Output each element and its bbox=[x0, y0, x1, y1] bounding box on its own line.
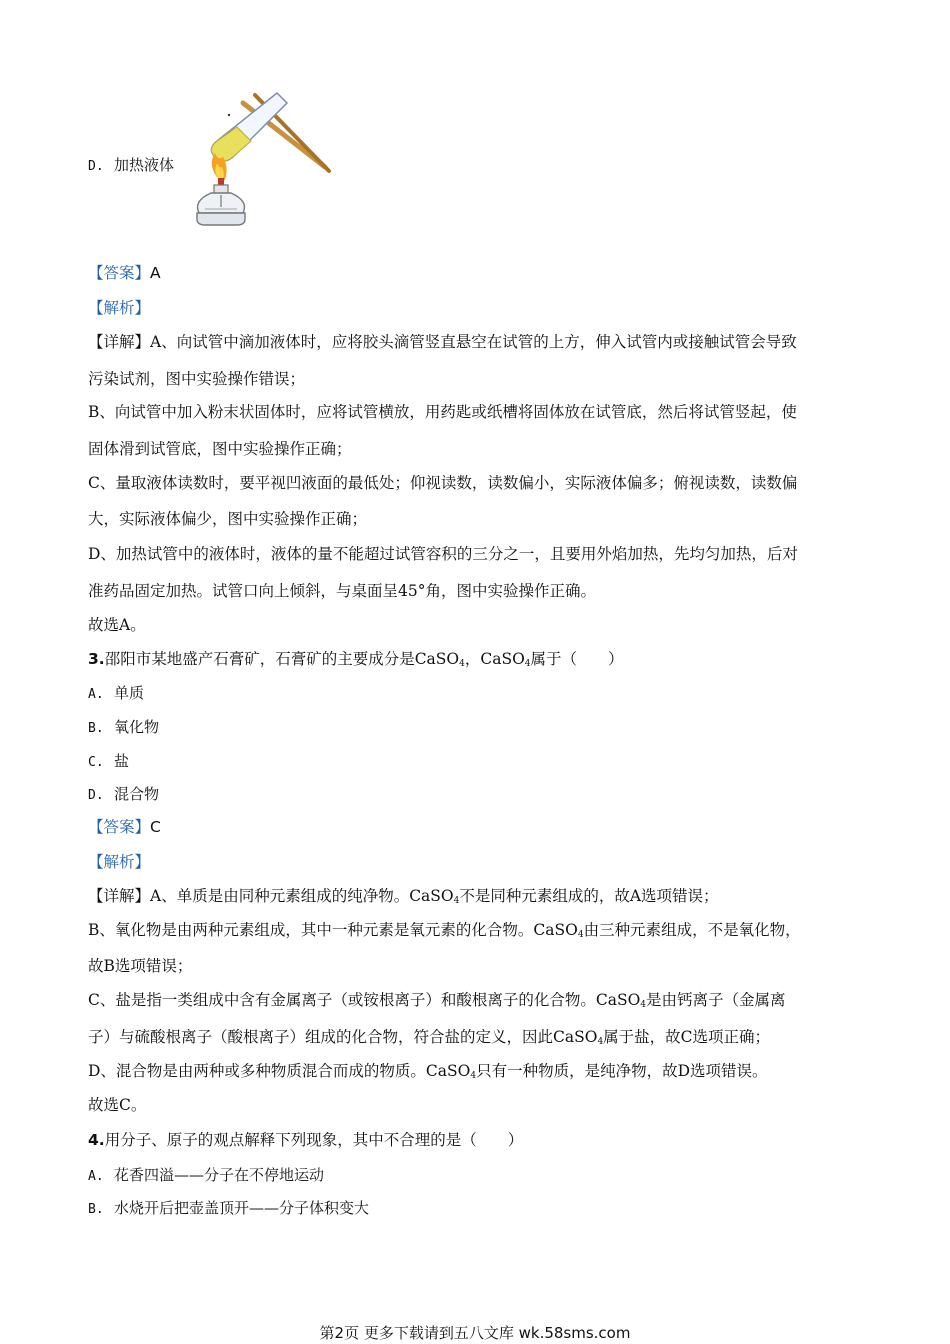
stem-part: ，CaSO bbox=[464, 650, 525, 668]
option-text: 单质 bbox=[114, 684, 145, 702]
question-number: 3. bbox=[88, 650, 105, 668]
explain-line bbox=[88, 1026, 770, 1053]
option-key: A. bbox=[88, 1169, 104, 1184]
explain-line: 污染试剂，图中实验操作错误； bbox=[88, 370, 306, 388]
explain-line: 故B选项错误； bbox=[88, 957, 193, 975]
explain-line: 固体滑到试管底，图中实验操作正确； bbox=[88, 440, 352, 458]
explain-line: 大，实际液体偏少，图中实验操作正确； bbox=[88, 510, 368, 528]
text: 只有一种物质，是纯净物，故D选项错误。 bbox=[476, 1062, 768, 1080]
text: C、盐是指一类组成中含有金属离子（或铵根离子）和酸根离子的化合物。CaSO bbox=[88, 991, 641, 1009]
text: 不是同种元素组成的，故A选项错误； bbox=[459, 887, 719, 905]
text: 【详解】A、单质是由同种元素组成的纯净物。CaSO bbox=[88, 887, 454, 905]
option-text: 水烧开后把壶盖顶开——分子体积变大 bbox=[114, 1199, 370, 1217]
text: B、氧化物是由两种元素组成，其中一种元素是氧元素的化合物。CaSO bbox=[88, 921, 578, 939]
subscript: 4 bbox=[453, 896, 460, 906]
answer-label: 【答案】 bbox=[88, 818, 151, 836]
answer-line bbox=[88, 816, 161, 838]
answer-label: 【答案】 bbox=[88, 264, 151, 282]
subscript: 4 bbox=[597, 1037, 604, 1047]
option-a bbox=[88, 1164, 324, 1188]
option-key: A. bbox=[88, 687, 104, 702]
analysis-label: 【解析】 bbox=[88, 299, 151, 317]
option-text: 加热液体 bbox=[114, 156, 175, 174]
question-number: 4. bbox=[88, 1131, 105, 1149]
option-text: 氧化物 bbox=[114, 718, 160, 736]
explain-line bbox=[88, 885, 719, 912]
answer-value: A bbox=[150, 264, 161, 282]
text: 由三种元素组成，不是氧化物， bbox=[583, 921, 801, 939]
option-d bbox=[88, 783, 159, 807]
option-a bbox=[88, 682, 144, 706]
option-key: B. bbox=[88, 721, 104, 736]
question-3-stem bbox=[88, 648, 624, 675]
stem-part: 属于（ ） bbox=[530, 650, 624, 668]
explain-line: C、量取液体读数时，要平视凹液面的最低处；仰视读数，读数偏小，实际液体偏多；俯视读数，读数偏 bbox=[88, 474, 798, 492]
answer-value: C bbox=[150, 818, 161, 836]
text: 子）与硫酸根离子（酸根离子）组成的化合物，符合盐的定义，因此CaSO bbox=[88, 1028, 598, 1046]
explain-line bbox=[88, 919, 801, 946]
explain-line bbox=[88, 1060, 768, 1087]
subscript: 4 bbox=[577, 930, 584, 940]
alcohol-lamp bbox=[197, 185, 245, 225]
text: D、混合物是由两种或多种物质混合而成的物质。CaSO bbox=[88, 1062, 471, 1080]
stem-text: 用分子、原子的观点解释下列现象，其中不合理的是（ ） bbox=[104, 1131, 524, 1149]
stem-part: 邵阳市某地盛产石膏矿，石膏矿的主要成分是CaSO bbox=[104, 650, 460, 668]
option-text: 混合物 bbox=[114, 785, 160, 803]
option-text: 花香四溢——分子在不停地运动 bbox=[114, 1166, 325, 1184]
explain-line: 准药品固定加热。试管口向上倾斜，与桌面呈45°角，图中实验操作正确。 bbox=[88, 582, 596, 600]
option-b bbox=[88, 716, 159, 740]
explain-line: D、加热试管中的液体时，液体的量不能超过试管容积的三分之一，且要用外焰加热，先均匀加热，后对 bbox=[88, 545, 798, 563]
answer-line bbox=[88, 262, 161, 284]
question-4-stem bbox=[88, 1129, 523, 1151]
conclusion-line: 故选A。 bbox=[88, 616, 146, 634]
option-key: B. bbox=[88, 1202, 104, 1217]
option-text: 盐 bbox=[114, 752, 130, 770]
explain-line: B、向试管中加入粉末状固体时，应将试管横放，用药匙或纸槽将固体放在试管底，然后将试管竖起，使 bbox=[88, 403, 797, 421]
analysis-label: 【解析】 bbox=[88, 853, 151, 871]
subscript: 4 bbox=[524, 659, 531, 669]
explain-line bbox=[88, 989, 786, 1016]
option-d bbox=[88, 154, 174, 178]
text: 属于盐，故C选项正确； bbox=[603, 1028, 771, 1046]
subscript: 4 bbox=[459, 659, 465, 669]
option-key: C. bbox=[88, 755, 104, 770]
option-key: D. bbox=[88, 788, 104, 803]
conclusion-line: 故选C。 bbox=[88, 1096, 147, 1114]
text: 是由钙离子（金属离 bbox=[646, 991, 786, 1009]
option-key: D. bbox=[88, 159, 104, 174]
page-footer: 第2页 更多下载请到五八文库 wk.58sms.com bbox=[319, 1324, 631, 1342]
option-c bbox=[88, 750, 129, 774]
heating-liquid-illustration bbox=[185, 85, 335, 235]
subscript: 4 bbox=[470, 1071, 477, 1081]
option-b bbox=[88, 1197, 369, 1221]
subscript: 4 bbox=[640, 1000, 647, 1010]
explain-line: 【详解】A、向试管中滴加液体时，应将胶头滴管竖直悬空在试管的上方，伸入试管内或接触试管会导致 bbox=[88, 333, 797, 351]
